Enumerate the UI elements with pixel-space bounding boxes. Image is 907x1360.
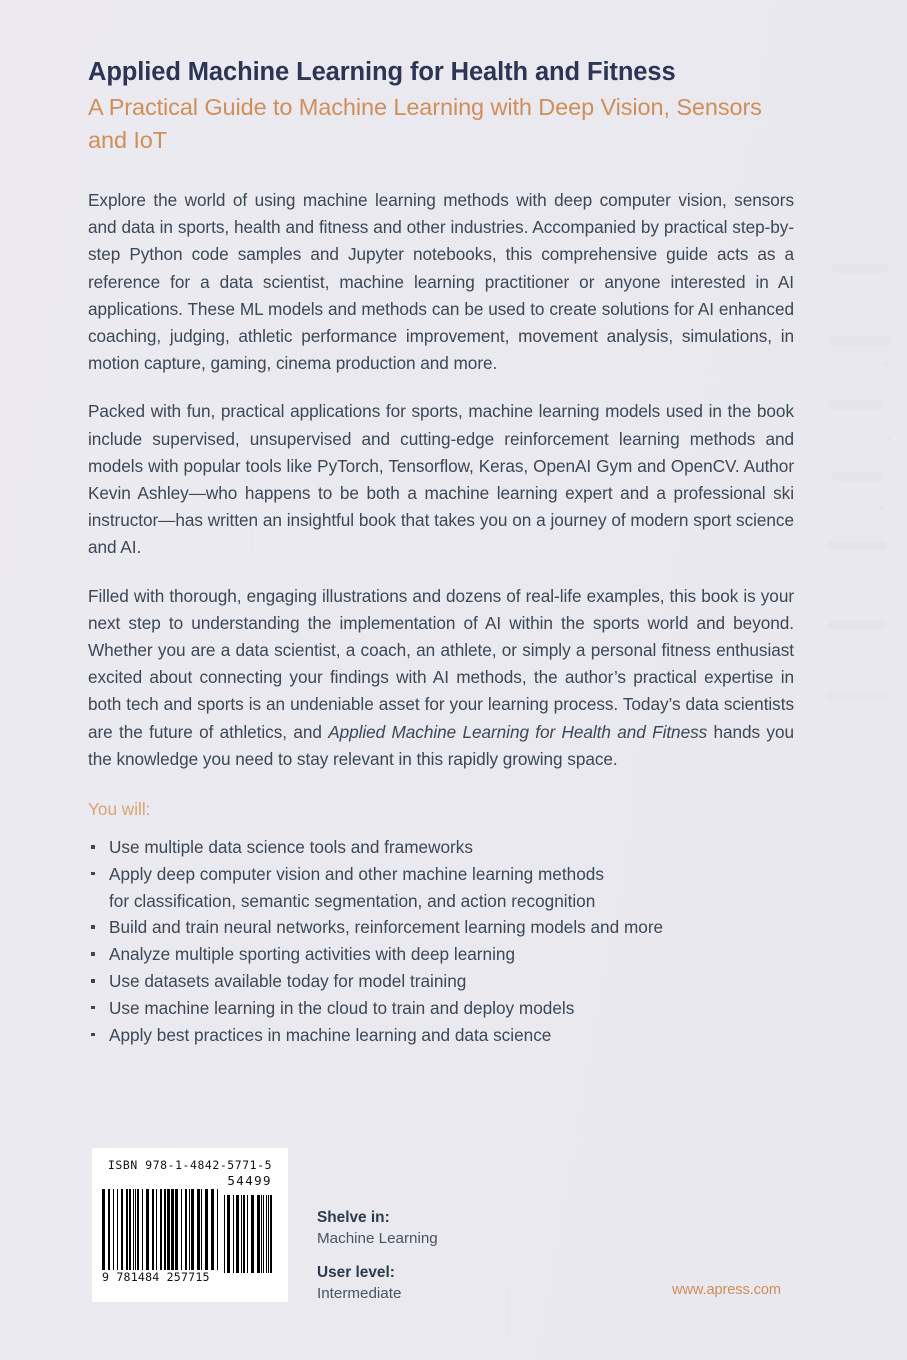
page-title: Applied Machine Learning for Health and Fitness [88,58,676,86]
isbn-text: ISBN 978-1-4842-5771-5 [107,1158,273,1172]
bullet-icon [91,872,95,876]
bullet-icon [91,952,95,956]
you-will-list [88,834,794,1048]
blurb-paragraph-3 [88,583,794,773]
list-item [88,995,794,1022]
bullet-icon [91,1006,95,1010]
list-item-label: Use machine learning in the cloud to train and deploy models [109,997,575,1018]
shelve-in-label: Shelve in: [317,1209,390,1226]
list-item [88,834,794,861]
shelve-info [317,1208,438,1304]
page-subtitle: A Practical Guide to Machine Learning with Deep Vision, Sensors and IoT [88,94,762,153]
bullet-icon [91,845,95,849]
you-will-heading: You will: [88,799,151,820]
blurb-book-title-italic: Applied Machine Learning for Health and Fitness [328,721,708,742]
user-level-value: Intermediate [317,1285,402,1302]
list-item-label: Apply deep computer vision and other machine learning methods [109,863,604,884]
cover-footer [0,1140,907,1360]
list-item-label: Apply best practices in machine learning and data science [109,1024,552,1045]
list-item-label: Analyze multiple sporting activities with deep learning [109,944,516,965]
user-level-label: User level: [317,1264,395,1281]
list-item [88,914,794,941]
list-item-label: Build and train neural networks, reinforcement learning models and more [109,917,664,938]
user-level-group [317,1263,438,1304]
barcode-bars-container [102,1189,278,1285]
list-item [88,861,794,915]
barcode-bars-addon [224,1195,276,1273]
blurb-paragraph-3-before: Filled with thorough, engaging illustrations and dozens of real-life examples, this book is your next step to understanding the implementation of AI within the sports world and beyond. Whether you are a data scientist, a coach, an athlete, or simply a personal fitness enthusiast excited about connecting your findings with AI methods, the author’s practical expertise in both tech and sports is an undeniable asset for your learning process. Today’s data scientists are the future of athletics, and [88,585,794,742]
isbn-barcode [92,1148,288,1302]
list-item-label: Use multiple data science tools and frameworks [109,837,473,858]
bullet-icon [91,979,95,983]
bullet-icon [91,1033,95,1037]
list-item [88,941,794,968]
cover-content [88,56,794,1048]
scan-artifact-overlay [827,250,907,890]
blurb-paragraph-2: Packed with fun, practical applications for sports, machine learning models used in the book include supervised, unsupervised and cutting-edge reinforcement learning methods and models with popular tools like PyTorch, Tensorflow, Keras, OpenAI Gym and OpenCV. Author Kevin Ashley—who happens to be both a machine learning expert and a professional ski instructor—has written an insightful book that takes you on a journey of modern sport science and AI. [88,401,794,558]
barcode-bars-main [102,1189,220,1279]
blurb-paragraph-3-after: hands you the knowledge you need to stay relevant in this rapidly growing space. [88,721,794,769]
blurb-paragraph-1: Explore the world of using machine learning methods with deep computer vision, sensors and data in sports, health and fitness and other industries. Accompanied by practical step-by-step Python code samples and Jupyter notebooks, this comprehensive guide acts as a reference for a data scientist, machine learning practitioner or anyone interested in AI applications. These ML models and methods can be used to create solutions for AI enhanced coaching, judging, athletic performance improvement, movement analysis, simulations, in motion capture, gaming, cinema production and more. [88,190,794,374]
ean-digits-text: 9 781484 257715 [102,1270,224,1284]
publisher-url[interactable]: www.apress.com [672,1282,781,1298]
list-item [88,968,794,995]
bullet-icon [91,925,95,929]
shelve-in-value: Machine Learning [317,1230,438,1247]
list-item [88,1022,794,1049]
price-code-text: 54499 [227,1173,272,1188]
list-item-label-continued: for classification, semantic segmentation, and action recognition [109,890,596,911]
list-item-label: Use datasets available today for model training [109,971,467,992]
